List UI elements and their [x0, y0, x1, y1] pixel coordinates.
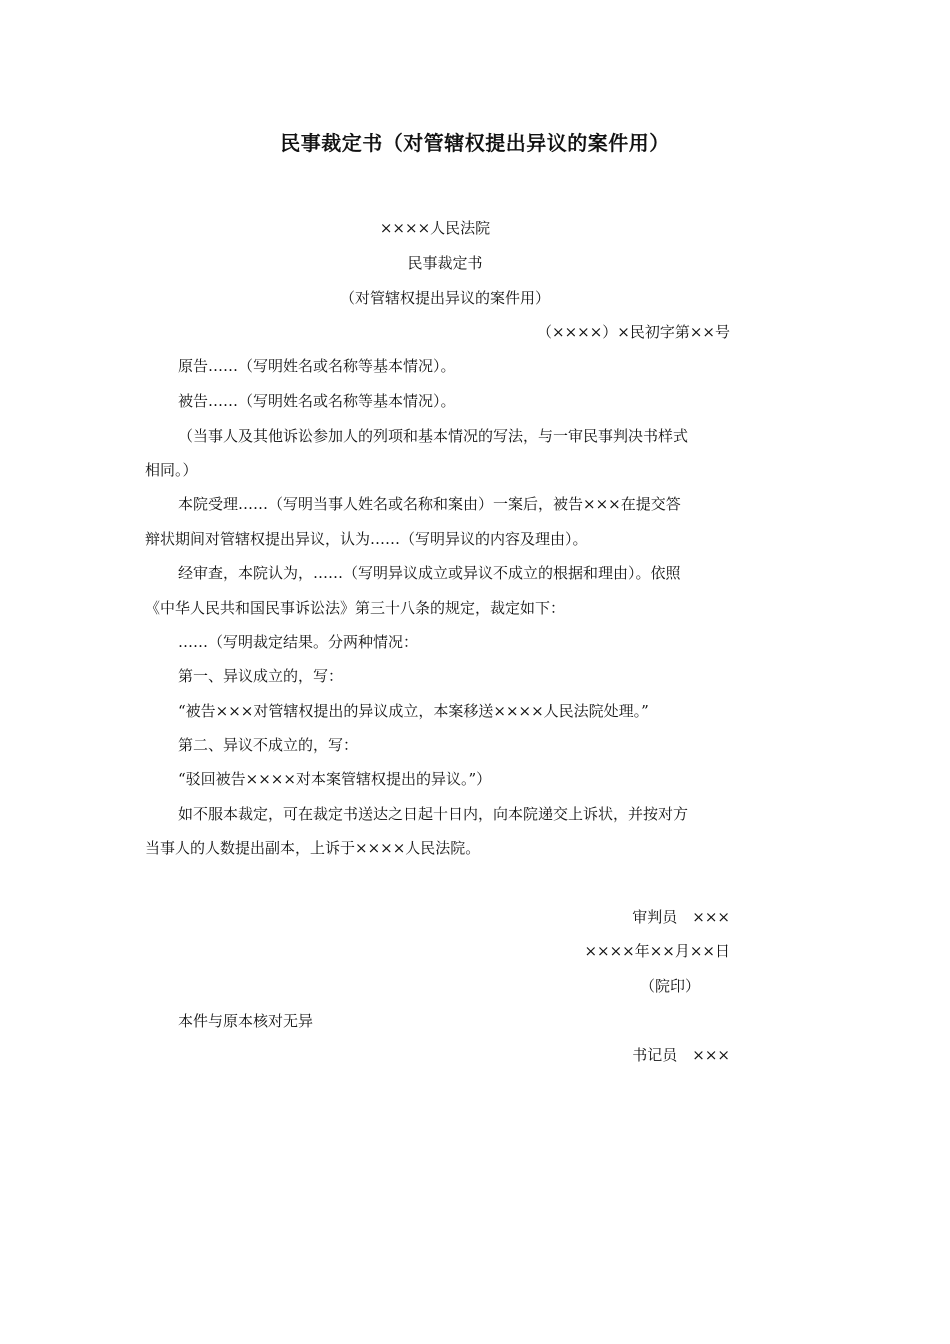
ruling-intro: ……（写明裁定结果。分两种情况： [178, 633, 419, 651]
ruling-date: ××××年××月××日 [584, 942, 730, 960]
judge-signature: 审判员 ××× [632, 908, 730, 926]
verification-note: 本件与原本核对无异 [178, 1012, 314, 1030]
acceptance-paragraph-line-1: 本院受理……（写明当事人姓名或名称和案由）一案后，被告×××在提交答 [178, 495, 681, 513]
defendant-line: 被告……（写明姓名或名称等基本情况）。 [178, 392, 456, 410]
court-seal: （院印） [639, 977, 700, 995]
clerk-signature: 书记员 ××× [632, 1046, 730, 1064]
court-name: ××××人民法院 [379, 219, 491, 237]
case-one-label: 第一、异议成立的，写： [178, 667, 344, 685]
plaintiff-line: 原告……（写明姓名或名称等基本情况）。 [178, 357, 456, 375]
case-one-text: “被告×××对管辖权提出的异议成立，本案移送××××人民法院处理。” [178, 702, 649, 720]
acceptance-paragraph-line-2: 辩状期间对管辖权提出异议，认为……（写明异议的内容及理由）。 [145, 530, 588, 548]
document-subtitle: （对管辖权提出异议的案件用） [339, 289, 550, 307]
review-paragraph-line-2: 《中华人民共和国民事诉讼法》第三十八条的规定，裁定如下： [145, 599, 566, 617]
appeal-paragraph-line-2: 当事人的人数提出副本，上诉于××××人民法院。 [145, 839, 481, 857]
case-two-label: 第二、异议不成立的，写： [178, 736, 359, 754]
parties-note-line-1: （当事人及其他诉讼参加人的列项和基本情况的写法，与一审民事判决书样式 [178, 427, 689, 445]
appeal-paragraph-line-1: 如不服本裁定，可在裁定书送达之日起十日内，向本院递交上诉状，并按对方 [178, 805, 689, 823]
case-number: （××××）×民初字第××号 [537, 323, 730, 341]
review-paragraph-line-1: 经审查，本院认为，……（写明异议成立或异议不成立的根据和理由）。依照 [178, 564, 681, 582]
case-two-text: “驳回被告××××对本案管辖权提出的异议。”） [178, 770, 492, 788]
document-title: 民事裁定书（对管辖权提出异议的案件用） [280, 131, 670, 155]
parties-note-line-2: 相同。） [145, 461, 198, 479]
document-type: 民事裁定书 [407, 254, 483, 272]
